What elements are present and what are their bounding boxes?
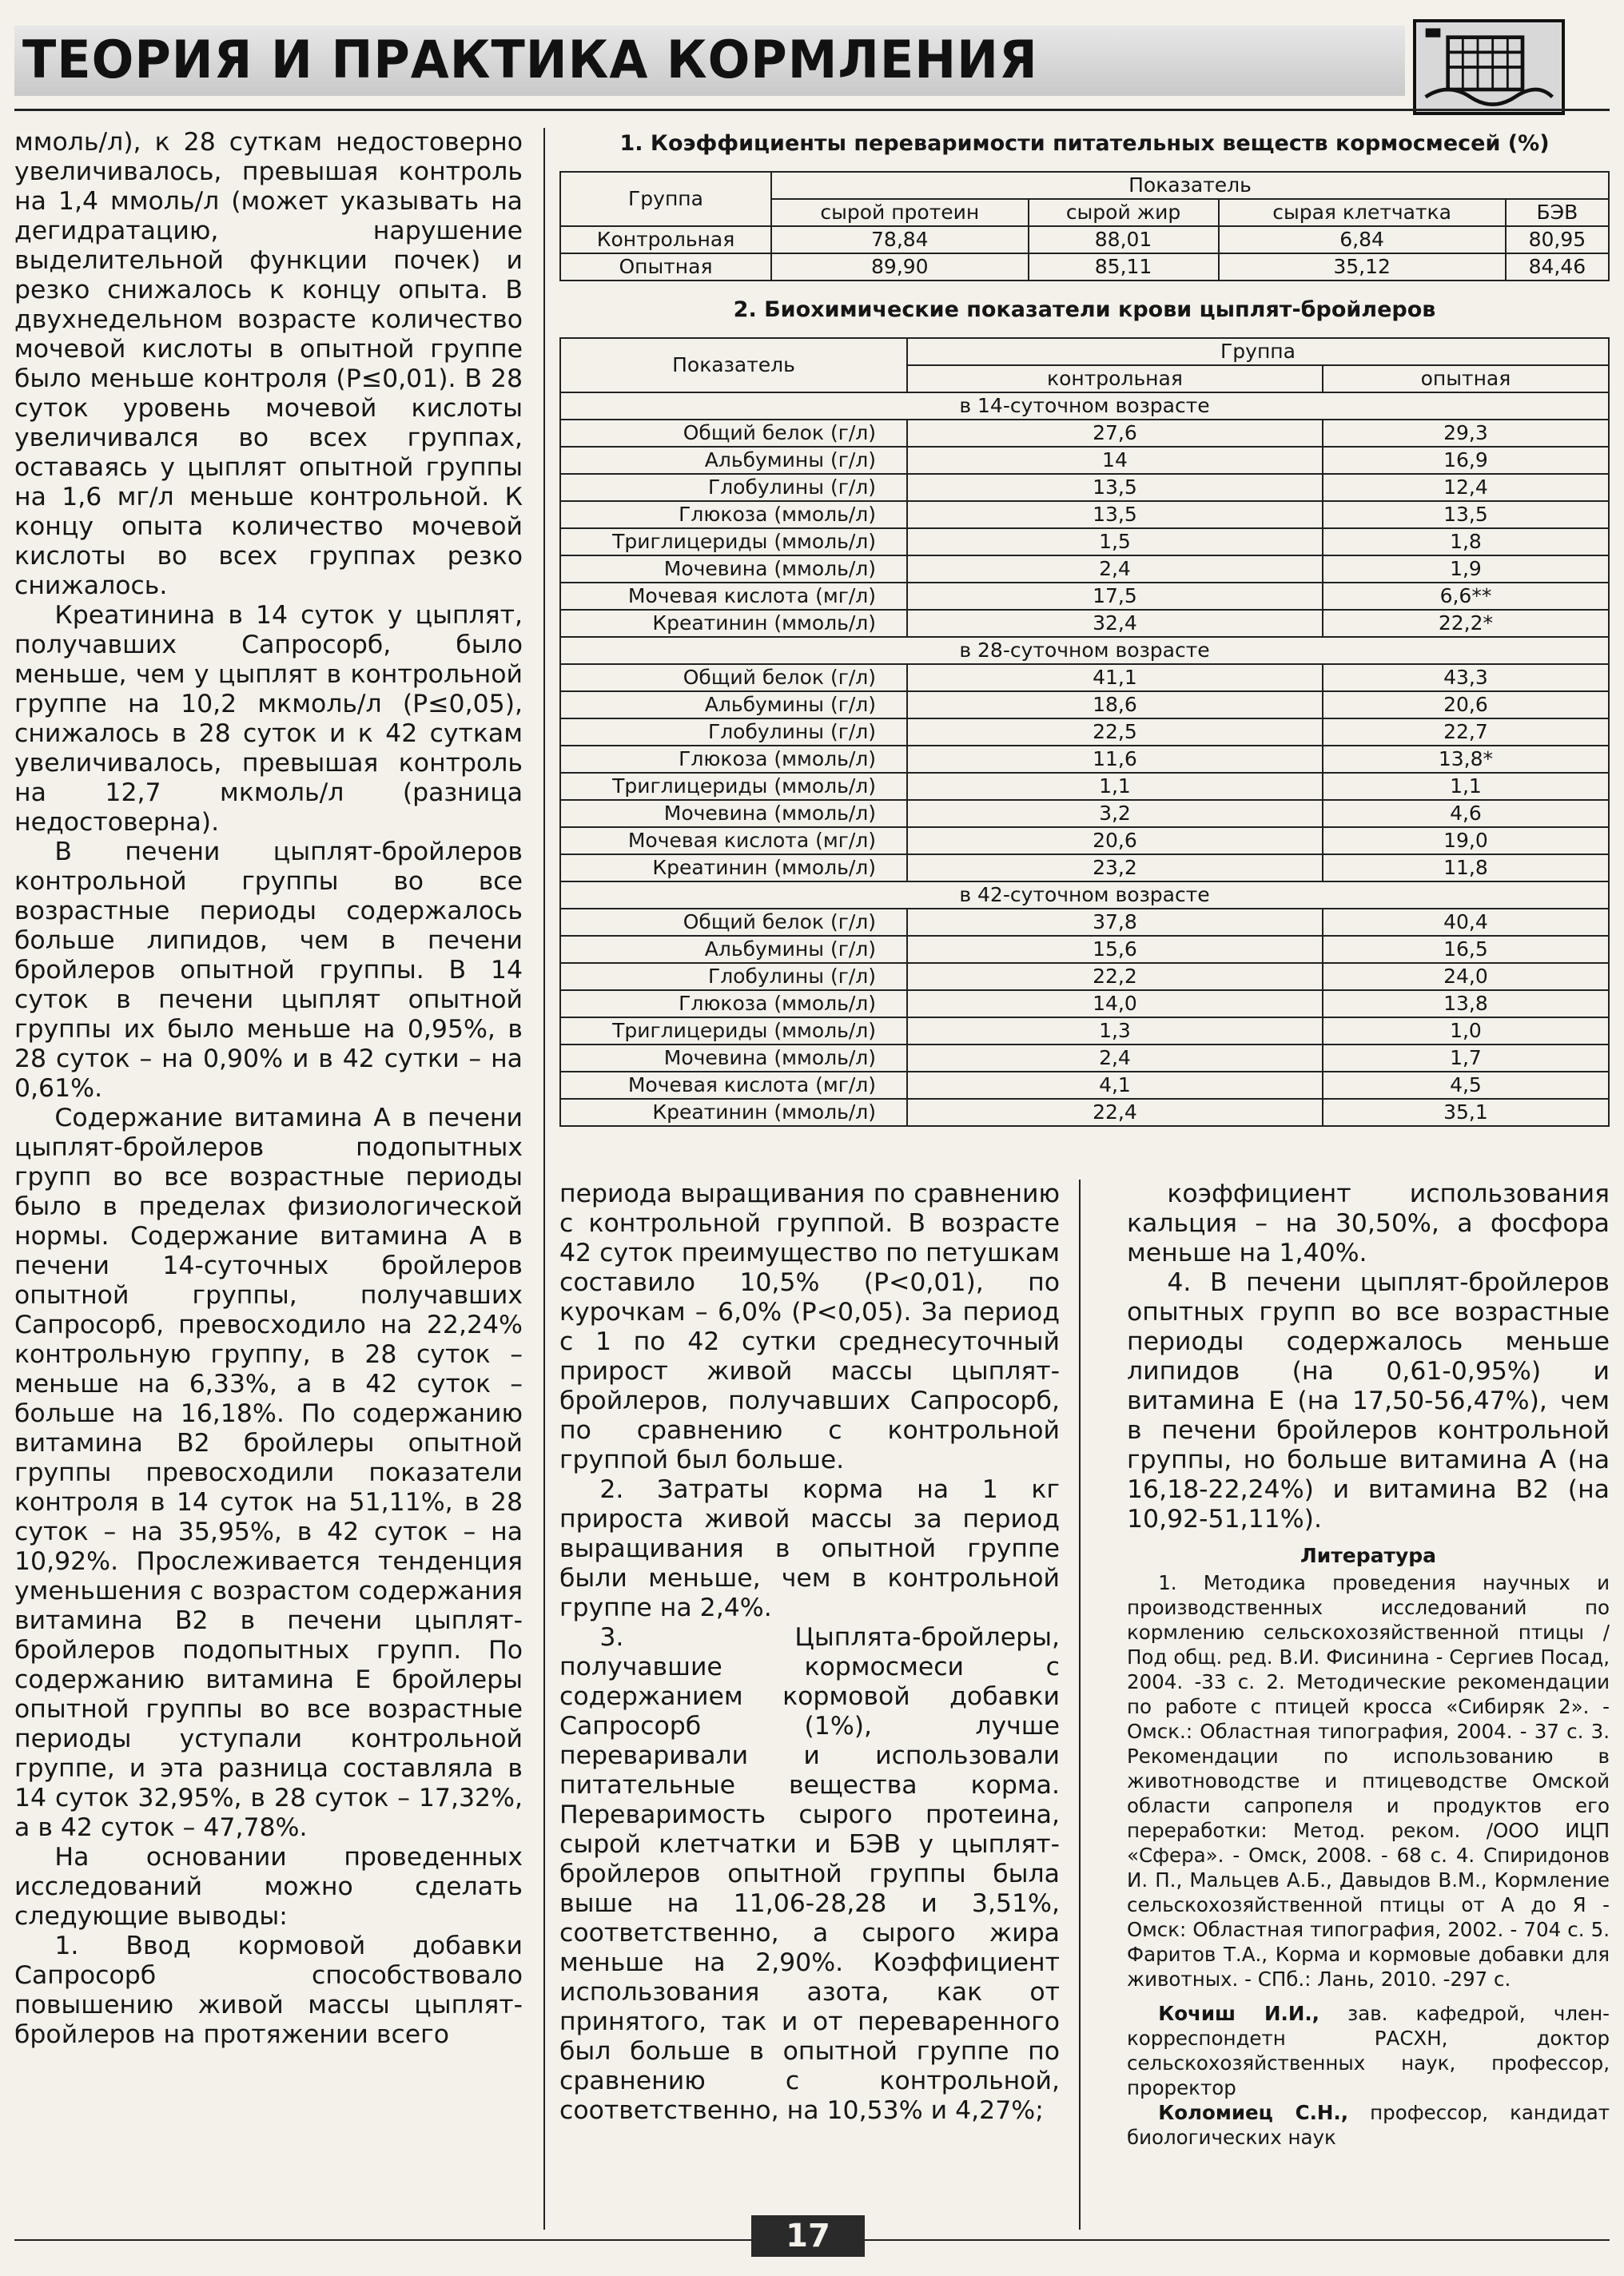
table-cell: 89,90 xyxy=(771,253,1029,281)
table-row xyxy=(560,528,1609,555)
row-label: Мочевина (ммоль/л) xyxy=(560,800,907,827)
row-label: Мочевина (ммоль/л) xyxy=(560,555,907,583)
table-row xyxy=(560,610,1609,637)
table-cell: 16,5 xyxy=(1323,936,1609,963)
table-cell: 14 xyxy=(907,447,1323,474)
table-cell: 1,9 xyxy=(1323,555,1609,583)
row-label: Креатинин (ммоль/л) xyxy=(560,854,907,881)
table-row xyxy=(560,990,1609,1017)
table-row xyxy=(560,555,1609,583)
row-label: Глюкоза (ммоль/л) xyxy=(560,990,907,1017)
literature-list: 1. Методика проведения научных и производственных исследований по кормлению сельскохозяйственной птицы /Под общ. ред. В.И. Фисинина - Сергиев Посад, 2004. -33 с. 2. Методические рекомендации по работе с птицей кросса «Сибиряк 2». - Омск.: Областная типография, 2004. - 37 с. 3. Рекомендации по использованию в животноводстве и птицеводстве Омской области сапропеля и продуктов его переработки: Метод. реком. /ООО ИЦП «Сфера». - Омск, 2008. - 68 с. 4. Спиридонов И. П., Мальцев А.Б., Давыдов В.М., Кормление сельскохозяйственной птицы от А до Я - Омск: Областная типография, 2002. - 704 с. 5. Фаритов Т.А., Корма и кормовые добавки для животных. - СПб.: Лань, 2010. -297 с. xyxy=(1127,1571,1610,1991)
table-cell: 37,8 xyxy=(907,909,1323,936)
author-name: Кочиш И.И., xyxy=(1158,2002,1320,2025)
table-cell: 12,4 xyxy=(1323,474,1609,501)
table-row xyxy=(560,691,1609,718)
row-label: Общий белок (г/л) xyxy=(560,664,907,691)
table-cell: 88,01 xyxy=(1029,226,1219,253)
row-label: Мочевая кислота (мг/л) xyxy=(560,1072,907,1099)
section-title: ТЕОРИЯ И ПРАКТИКА КОРМЛЕНИЯ xyxy=(22,29,1038,90)
table-cell: 24,0 xyxy=(1323,963,1609,990)
row-label: Триглицериды (ммоль/л) xyxy=(560,1017,907,1044)
table-header-row xyxy=(560,338,1609,365)
table-cell: 13,5 xyxy=(907,501,1323,528)
paragraph: 2. Затраты корма на 1 кг прироста живой массы за период выращивания в опытной группе были меньше, чем в контрольной группе на 2,4%. xyxy=(559,1475,1060,1622)
table-cell: 22,7 xyxy=(1323,718,1609,746)
table-section-title: в 42-суточном возрасте xyxy=(560,881,1609,909)
paragraph: 4. В печени цыплят-бройлеров опытных групп во все возрастные периоды содержалось меньше липидов (на 0,61-0,95%) и витамина Е (на 17,50-56,47%), чем в печени бройлеров контрольной группы, но больше витамина А (на 16,18-22,24%) и витамина В2 (на 10,92-51,11%). xyxy=(1127,1268,1610,1534)
row-label: Глобулины (г/л) xyxy=(560,474,907,501)
table-header-row xyxy=(560,172,1609,199)
table-row xyxy=(560,909,1609,936)
table-cell: 22,5 xyxy=(907,718,1323,746)
table-cell: 1,8 xyxy=(1323,528,1609,555)
table1 xyxy=(559,171,1610,281)
row-label: Глобулины (г/л) xyxy=(560,718,907,746)
table-cell: 6,6** xyxy=(1323,583,1609,610)
table-cell: 4,6 xyxy=(1323,800,1609,827)
paragraph: Содержание витамина А в печени цыплят-бройлеров подопытных групп во все возрастные периоды было в пределах физиологической нормы. Содержание витамина А в печени 14-суточных бройлеров опытной группы, получавших Сапросорб, превосходило на 22,24% контрольную группу, в 28 суток – меньше на 6,33%, а в 42 суток – больше на 16,18%. По содержанию витамина В2 бройлеры опытной группы превосходили показатели контроля в 14 суток на 51,11%, в 28 суток – на 35,95%, в 42 суток – на 10,92%. Прослеживается тенденция уменьшения с возрастом содержания витамина В2 в печени цыплят-бройлеров подопытных групп. По содержанию витамина Е бройлеры опытной группы во все возрастные периоды уступали контрольной группе, и эта разница составляла в 14 суток 32,95%, в 28 суток – 17,32%, а в 42 суток – 47,78%. xyxy=(14,1104,523,1842)
table-cell: 78,84 xyxy=(771,226,1029,253)
literature-title: Литература xyxy=(1300,1544,1437,1567)
row-label: Альбумины (г/л) xyxy=(560,936,907,963)
paragraph: ммоль/л), к 28 суткам недостоверно увеличивалось, превышая контроль на 1,4 ммоль/л (может указывать на дегидратацию, нарушение выделительной функции почек) и резко снижалось к концу опыта. В двухнедельном возрасте количество мочевой кислоты в опытной группе было меньше контроля (Р≤0,01). В 28 суток уровень мочевой кислоты увеличивался во всех группах, оставаясь у цыплят опытной группы на 1,6 мг/л меньше контрольной. К концу опыта количество мочевой кислоты во всех группах резко снижалось. xyxy=(14,128,523,600)
row-label: Глюкоза (ммоль/л) xyxy=(560,746,907,773)
table-cell: 35,1 xyxy=(1323,1099,1609,1126)
section-title-bar xyxy=(14,26,1405,96)
column-divider xyxy=(543,128,545,2230)
row-label: Мочевая кислота (мг/л) xyxy=(560,583,907,610)
table-row xyxy=(560,474,1609,501)
table-row xyxy=(560,1044,1609,1072)
table-row xyxy=(560,664,1609,691)
table-cell: 85,11 xyxy=(1029,253,1219,281)
table-cell: 13,8* xyxy=(1323,746,1609,773)
table-row xyxy=(560,746,1609,773)
table-cell: 23,2 xyxy=(907,854,1323,881)
table-cell: 13,5 xyxy=(907,474,1323,501)
table-cell: 16,9 xyxy=(1323,447,1609,474)
table2-caption: 2. Биохимические показатели крови цыплят-бройлеров xyxy=(733,297,1436,322)
table-cell: 35,12 xyxy=(1219,253,1506,281)
table-cell: 13,5 xyxy=(1323,501,1609,528)
row-label: Глобулины (г/л) xyxy=(560,963,907,990)
table-row xyxy=(560,854,1609,881)
table-row xyxy=(560,800,1609,827)
table-cell: 32,4 xyxy=(907,610,1323,637)
paragraph: В печени цыплят-бройлеров контрольной группы во все возрастные периоды содержалось больше липидов, чем в печени бройлеров опытной группы. В 14 суток в печени цыплят опытной группы их было меньше на 0,95%, в 28 суток – на 0,90% и в 42 сутки – на 0,61%. xyxy=(14,838,523,1103)
table-row xyxy=(560,583,1609,610)
table-row xyxy=(560,963,1609,990)
table-cell: 1,1 xyxy=(907,773,1323,800)
table-cell: 6,84 xyxy=(1219,226,1506,253)
author-desc: профессор, кандидат биологических наук xyxy=(1127,2101,1610,2149)
author-desc: зав. кафедрой, член-корреспондетн РАСХН, доктор сельскохозяйственных наук, профессор, проректор xyxy=(1127,2002,1610,2099)
table-row xyxy=(560,1099,1609,1126)
table-header-cell: БЭВ xyxy=(1506,199,1609,226)
table-section-row xyxy=(560,392,1609,420)
table-cell: 40,4 xyxy=(1323,909,1609,936)
table-header-cell: Группа xyxy=(560,172,771,226)
table-header-cell: Показатель xyxy=(560,338,907,392)
table-row xyxy=(560,1017,1609,1044)
paragraph: На основании проведенных исследований можно сделать следующие выводы: xyxy=(14,1843,523,1931)
middle-column xyxy=(559,1180,1060,2126)
table-cell: 2,4 xyxy=(907,555,1323,583)
table-cell: 22,2 xyxy=(907,963,1323,990)
table1-caption: 1. Коэффициенты переваримости питательных веществ кормосмесей (%) xyxy=(619,131,1550,156)
table-cell: 17,5 xyxy=(907,583,1323,610)
table-section-title: в 28-суточном возрасте xyxy=(560,637,1609,664)
table-section-title: в 14-суточном возрасте xyxy=(560,392,1609,420)
paragraph: 1. Ввод кормовой добавки Сапросорб способствовало повышению живой массы цыплят-бройлеров на протяжении всего xyxy=(14,1932,523,2049)
row-label: Триглицериды (ммоль/л) xyxy=(560,773,907,800)
table-cell: 2,4 xyxy=(907,1044,1323,1072)
table-row xyxy=(560,827,1609,854)
table-header-cell: контрольная xyxy=(907,365,1323,392)
paragraph: Креатинина в 14 суток у цыплят, получавших Сапросорб, было меньше, чем у цыплят в контрольной группе на 10,2 мкмоль/л (Р≤0,05), снижалось в 28 суток и к 42 суткам увеличивалось, превышая контроль на 12,7 мкмоль/л (разница недостоверна). xyxy=(14,601,523,837)
feed-storage-icon xyxy=(1413,19,1565,115)
table-cell: 41,1 xyxy=(907,664,1323,691)
table-cell: 11,6 xyxy=(907,746,1323,773)
table-cell: Опытная xyxy=(560,253,771,281)
left-column xyxy=(14,128,523,2050)
author-name: Коломиец С.Н., xyxy=(1158,2101,1349,2124)
table-cell: 15,6 xyxy=(907,936,1323,963)
row-label: Мочевина (ммоль/л) xyxy=(560,1044,907,1072)
table-header-cell: опытная xyxy=(1323,365,1609,392)
row-label: Мочевая кислота (мг/л) xyxy=(560,827,907,854)
table-cell: 1,7 xyxy=(1323,1044,1609,1072)
table-cell: 1,1 xyxy=(1323,773,1609,800)
row-label: Общий белок (г/л) xyxy=(560,909,907,936)
table-cell: 14,0 xyxy=(907,990,1323,1017)
table-header-cell: сырая клетчатка xyxy=(1219,199,1506,226)
table-cell: 22,2* xyxy=(1323,610,1609,637)
table-cell: 11,8 xyxy=(1323,854,1609,881)
table-header-cell: Группа xyxy=(907,338,1609,365)
table-cell: 13,8 xyxy=(1323,990,1609,1017)
author xyxy=(1127,2001,1610,2100)
table-header-cell: сырой жир xyxy=(1029,199,1219,226)
page-number: 17 xyxy=(751,2215,865,2257)
table-row xyxy=(560,501,1609,528)
column-divider xyxy=(1079,1180,1081,2230)
paragraph: периода выращивания по сравнению с контрольной группой. В возрасте 42 суток преимущество по петушкам составило 10,5% (Р<0,01), по курочкам – 6,0% (Р<0,05). За период с 1 по 42 сутки среднесуточный прирост живой массы цыплят-бройлеров, получавших Сапросорб, по сравнению с контрольной группой был больше. xyxy=(559,1180,1060,1474)
table-row xyxy=(560,718,1609,746)
page-header xyxy=(14,19,1610,115)
table-row xyxy=(560,226,1609,253)
table-cell: 29,3 xyxy=(1323,420,1609,447)
table-cell: 18,6 xyxy=(907,691,1323,718)
table-section-row xyxy=(560,881,1609,909)
right-column xyxy=(1127,1180,1610,2150)
table-cell: 19,0 xyxy=(1323,827,1609,854)
table-cell: 20,6 xyxy=(907,827,1323,854)
row-label: Глюкоза (ммоль/л) xyxy=(560,501,907,528)
table-row xyxy=(560,936,1609,963)
table-header-cell: сырой протеин xyxy=(771,199,1029,226)
table-row xyxy=(560,253,1609,281)
table2 xyxy=(559,337,1610,1127)
table-cell: 80,95 xyxy=(1506,226,1609,253)
table-cell: 20,6 xyxy=(1323,691,1609,718)
table-header-cell: Показатель xyxy=(771,172,1609,199)
author xyxy=(1127,2100,1610,2150)
table-cell: 84,46 xyxy=(1506,253,1609,281)
paragraph: 3. Цыплята-бройлеры, получавшие кормосмеси с содержанием кормовой добавки Сапросорб (1%), лучше переваривали и использовали питательные вещества корма. Переваримость сырого протеина, сырой клетчатки и БЭВ у цыплят-бройлеров опытной группы была выше на 11,06-28,28 и 3,51%, соответственно, а сырого жира меньше на 2,90%. Коэффициент использования азота, как от принятого, так и от переваренного был больше в опытной группе по сравнению с контрольной, соответственно, на 10,53% и 4,27%; xyxy=(559,1623,1060,2125)
table-section-row xyxy=(560,637,1609,664)
header-rule xyxy=(14,109,1610,111)
paragraph: коэффициент использования кальция – на 30,50%, а фосфора меньше на 1,40%. xyxy=(1127,1180,1610,1267)
row-label: Креатинин (ммоль/л) xyxy=(560,1099,907,1126)
table-cell: 27,6 xyxy=(907,420,1323,447)
table-cell: 1,5 xyxy=(907,528,1323,555)
table-cell: 1,3 xyxy=(907,1017,1323,1044)
row-label: Общий белок (г/л) xyxy=(560,420,907,447)
table-cell: 4,5 xyxy=(1323,1072,1609,1099)
table-cell: 3,2 xyxy=(907,800,1323,827)
row-label: Альбумины (г/л) xyxy=(560,447,907,474)
table-row xyxy=(560,420,1609,447)
table-cell: 1,0 xyxy=(1323,1017,1609,1044)
table-cell: 22,4 xyxy=(907,1099,1323,1126)
row-label: Креатинин (ммоль/л) xyxy=(560,610,907,637)
table-row xyxy=(560,1072,1609,1099)
table-row xyxy=(560,447,1609,474)
table-cell: Контрольная xyxy=(560,226,771,253)
table-cell: 43,3 xyxy=(1323,664,1609,691)
row-label: Триглицериды (ммоль/л) xyxy=(560,528,907,555)
row-label: Альбумины (г/л) xyxy=(560,691,907,718)
table-cell: 4,1 xyxy=(907,1072,1323,1099)
table-row xyxy=(560,773,1609,800)
